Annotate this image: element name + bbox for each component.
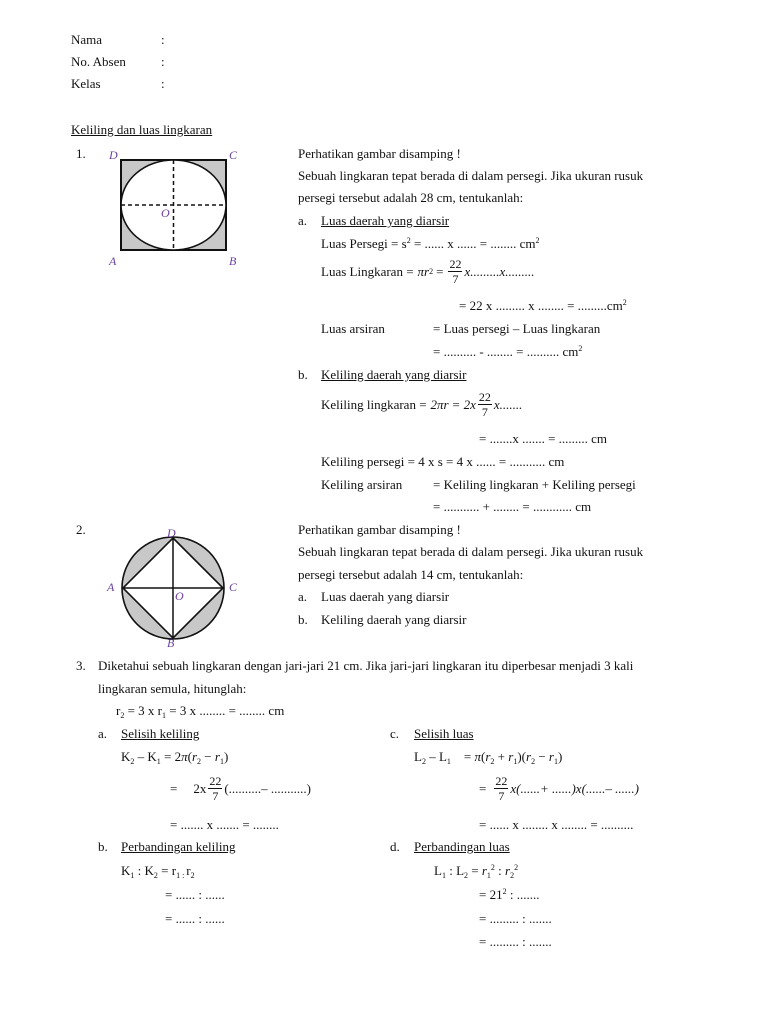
q1-luas-arsiran-eq1: = Luas persegi – Luas lingkaran — [433, 321, 601, 336]
q3b-row3: = ...... : ...... — [165, 911, 225, 926]
q1-label-b: B — [229, 254, 237, 268]
q3a-fraction: $\frac{22}{7}$ — [209, 774, 222, 803]
q1-fraction-2: $\frac{22}{7}$ — [478, 390, 491, 419]
q1-intro-2: Sebuah lingkaran tepat berada di dalam persegi. Jika ukuran rusuk — [298, 168, 644, 183]
q1-keliling-lingkaran: Keliling lingkaran = 2πr = 2x $\frac{22}{7}$ x....... — [321, 390, 523, 419]
nama-label: Nama — [71, 32, 103, 47]
q1-figure — [105, 145, 245, 270]
q1-label-a: A — [109, 254, 117, 268]
q1-luas-arsiran-eq2: = .......... - ........ = .......... $cm^2$ — [433, 344, 583, 359]
q2a-letter: a. — [298, 589, 308, 604]
q2-number: 2. — [76, 522, 86, 537]
q1-luas-lingkaran: Luas Lingkaran = πr 2 = $\frac{22}{7}$ x.........x......... — [321, 257, 535, 286]
q2-label-o: O — [175, 589, 184, 603]
q1-number: 1. — [76, 146, 86, 161]
q1-keliling-arsiran-label: Keliling arsiran — [321, 477, 403, 492]
kelas-label: Kelas — [71, 76, 101, 91]
q1-keliling-arsiran-eq2: = ........... + ........ = ............ cm — [433, 499, 592, 514]
q3a-row1: $K_2 - K_1 = 2\pi(r_2 - r_1)$ — [121, 749, 229, 766]
q3-line-2: lingkaran semula, hitunglah: — [98, 681, 247, 696]
q3c-letter: c. — [390, 726, 400, 741]
q3c-row1: $L_2 - L_1$ = $\pi(r_2 + r_1)(r_2 - r_1)$ — [414, 749, 563, 766]
q3d-title: Perbandingan luas — [414, 839, 510, 854]
q2b-letter: b. — [298, 612, 308, 627]
q2-label-b: B — [167, 636, 175, 650]
q1-intro-3: persegi tersebut adalah 28 cm, tentukanlah: — [298, 190, 524, 205]
q1a-letter: a. — [298, 213, 308, 228]
q3c-title: Selisih luas — [414, 726, 474, 741]
q1-keliling-persegi: Keliling persegi = 4 x s = 4 x ...... = ........... cm — [321, 454, 565, 469]
q3b-row2: = ...... : ...... — [165, 887, 225, 902]
q2-intro-3: persegi tersebut adalah 14 cm, tentukanlah: — [298, 567, 524, 582]
q1b-letter: b. — [298, 367, 308, 382]
q1-luas-persegi: Luas Persegi = $s^2$ = ...... x ...... = ........ $cm^2$ — [321, 236, 540, 251]
q3d-letter: d. — [390, 839, 400, 854]
q2-label-d: D — [167, 526, 176, 540]
q1-intro-1: Perhatikan gambar disamping ! — [298, 146, 461, 161]
q3b-title: Perbandingan keliling — [121, 839, 236, 854]
kelas-colon: : — [161, 76, 165, 91]
absen-colon: : — [161, 54, 165, 69]
q3a-row3: = ....... x ....... = ........ — [170, 817, 279, 832]
q3a-title: Selisih keliling — [121, 726, 200, 741]
q1-keliling-row2: = .......x ....... = ......... cm — [479, 431, 608, 446]
q2b-text: Keliling daerah yang diarsir — [321, 612, 467, 627]
q1-luas-arsiran-label: Luas arsiran — [321, 321, 385, 336]
q3-line-1: Diketahui sebuah lingkaran dengan jari-jari 21 cm. Jika jari-jari lingkaran itu diperbesar menjadi 3 kali — [98, 658, 634, 673]
q2-intro-2: Sebuah lingkaran tepat berada di dalam persegi. Jika ukuran rusuk — [298, 544, 644, 559]
q3d-row3: = ......... : ....... — [479, 911, 552, 926]
q2-intro-1: Perhatikan gambar disamping ! — [298, 522, 461, 537]
q1-label-d: D — [109, 148, 118, 162]
q3b-letter: b. — [98, 839, 108, 854]
q3c-fraction: $\frac{22}{7}$ — [495, 774, 508, 803]
q1-luas-lingkaran-row2: = 22 x ......... x ........ = $.........cm^2$ — [459, 298, 627, 313]
q3a-row2: = 2x $\frac{22}{7}$ (..........– ...........) — [170, 774, 312, 803]
q3-r2-line: $r_2 = 3$ x $r_1 = 3$ x ........ = ........ cm — [116, 703, 285, 720]
q1-keliling-arsiran-eq1: = Keliling lingkaran + Keliling persegi — [433, 477, 636, 492]
nama-colon: : — [161, 32, 165, 47]
q3c-row2: = $\frac{22}{7}$ x(......+ ......)x(......– ......) — [479, 774, 639, 803]
q1-label-o: O — [161, 206, 170, 220]
q3d-row2: = $21^2$ : ....... — [479, 887, 540, 902]
q3c-row3: = ...... x ........ x ........ = .......... — [479, 817, 634, 832]
absen-label: No. Absen — [71, 54, 126, 69]
q3d-row1: $L_1$ : $L_2 = r_1^2$ : $r_2^2$ — [434, 863, 519, 880]
q3b-row1: $K_1$ : $K_2 = r_{1 :}$ $r_2$ — [121, 863, 195, 880]
q1-fraction: $\frac{22}{7}$ — [449, 257, 462, 286]
q1a-title: Luas daerah yang diarsir — [321, 213, 450, 228]
q3a-letter: a. — [98, 726, 108, 741]
q3d-row4: = ......... : ....... — [479, 934, 552, 949]
q3-number: 3. — [76, 658, 86, 673]
q2a-text: Luas daerah yang diarsir — [321, 589, 450, 604]
q1b-title: Keliling daerah yang diarsir — [321, 367, 467, 382]
q1-label-c: C — [229, 148, 238, 162]
q2-figure — [103, 523, 248, 651]
q2-label-c: C — [229, 580, 238, 594]
section-title: Keliling dan luas lingkaran — [71, 122, 213, 137]
q2-label-a: A — [107, 580, 115, 594]
